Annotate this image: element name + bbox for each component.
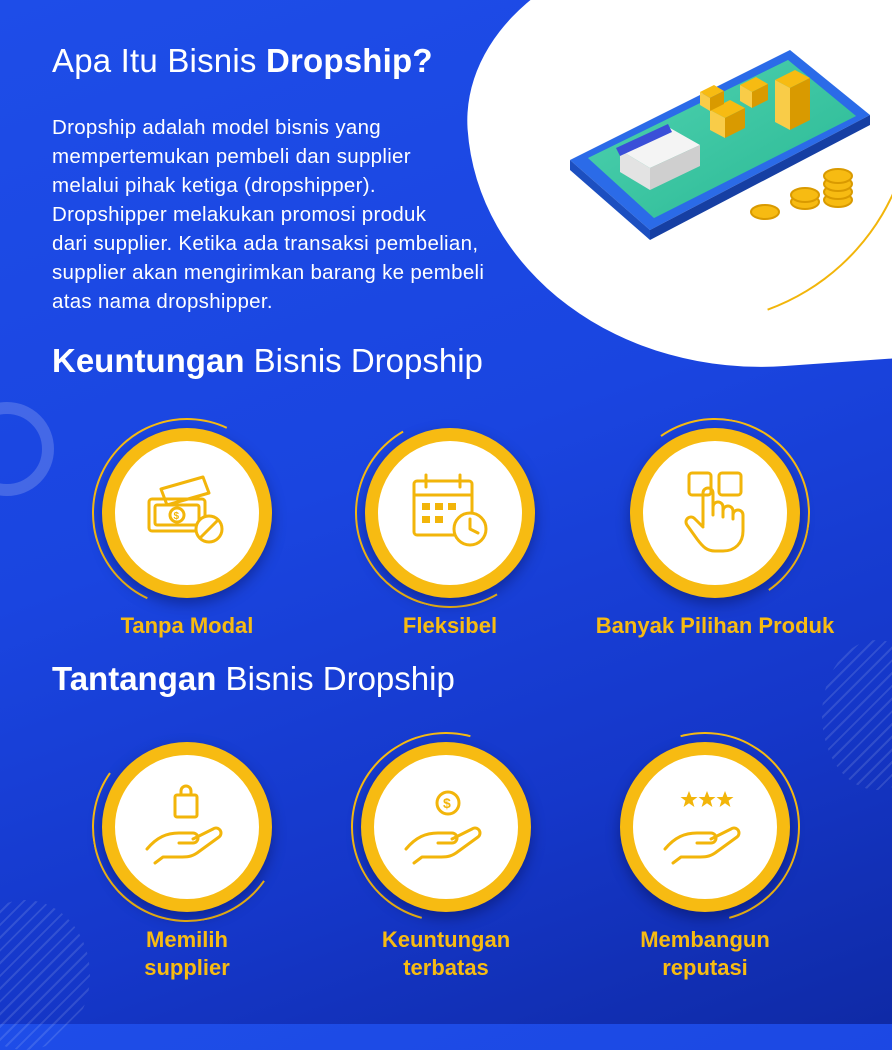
intro-line: melalui pihak ketiga (dropshipper). <box>52 174 376 197</box>
intro-title-bold: Dropship? <box>265 42 433 79</box>
hand-select-icon <box>667 463 763 564</box>
intro-title <box>52 42 433 80</box>
money-no-cost-icon <box>139 463 235 564</box>
advantage-item <box>585 428 845 640</box>
hand-bag-icon <box>139 777 235 878</box>
advantages-title-bold: Keuntungan <box>52 342 245 379</box>
challenge-label-line: reputasi <box>662 955 748 980</box>
advantage-label: Fleksibel <box>402 613 498 638</box>
challenges-title <box>52 660 455 698</box>
hand-stars-icon <box>657 777 753 878</box>
intro-title-light: Apa Itu Bisnis <box>52 42 266 79</box>
icon-disc <box>630 428 800 598</box>
challenge-item <box>316 742 576 982</box>
hand-coin-icon <box>398 777 494 878</box>
challenge-label <box>57 926 317 982</box>
challenge-item <box>575 742 835 982</box>
challenge-label-line: supplier <box>144 955 230 980</box>
advantages-title-light: Bisnis Dropship <box>244 342 483 379</box>
svg-text:$: $ <box>443 794 451 811</box>
intro-line: dari supplier. Ketika ada transaksi pembelian, <box>52 232 479 255</box>
icon-disc <box>365 428 535 598</box>
advantage-label: Tanpa Modal <box>120 613 254 638</box>
challenge-label-line: terbatas <box>403 955 489 980</box>
icon-disc <box>361 742 531 912</box>
intro-line: supplier akan mengirimkan barang ke pembeli <box>52 261 485 284</box>
icon-disc <box>102 428 272 598</box>
challenges-title-bold: Tantangan <box>52 660 217 697</box>
intro-paragraph <box>52 113 612 316</box>
advantage-item <box>320 428 580 640</box>
advantages-title <box>52 342 483 380</box>
icon-disc <box>102 742 272 912</box>
challenge-label-line: Keuntungan <box>381 927 511 952</box>
challenge-label <box>575 926 835 982</box>
advantage-item <box>57 428 317 640</box>
challenge-label <box>316 926 576 982</box>
intro-line: Dropshipper melakukan promosi produk <box>52 203 427 226</box>
challenges-title-light: Bisnis Dropship <box>216 660 455 697</box>
advantage-label: Banyak Pilihan Produk <box>595 613 835 638</box>
calendar-clock-icon <box>402 463 498 564</box>
intro-line: atas nama dropshipper. <box>52 290 273 313</box>
intro-line: Dropship adalah model bisnis yang <box>52 116 381 139</box>
icon-disc <box>620 742 790 912</box>
decorative-ring <box>0 402 54 496</box>
challenge-label-line: Memilih <box>146 927 228 952</box>
challenge-item <box>57 742 317 982</box>
svg-text:$: $ <box>173 510 180 522</box>
challenge-label-line: Membangun <box>640 927 770 952</box>
intro-line: mempertemukan pembeli dan supplier <box>52 145 411 168</box>
